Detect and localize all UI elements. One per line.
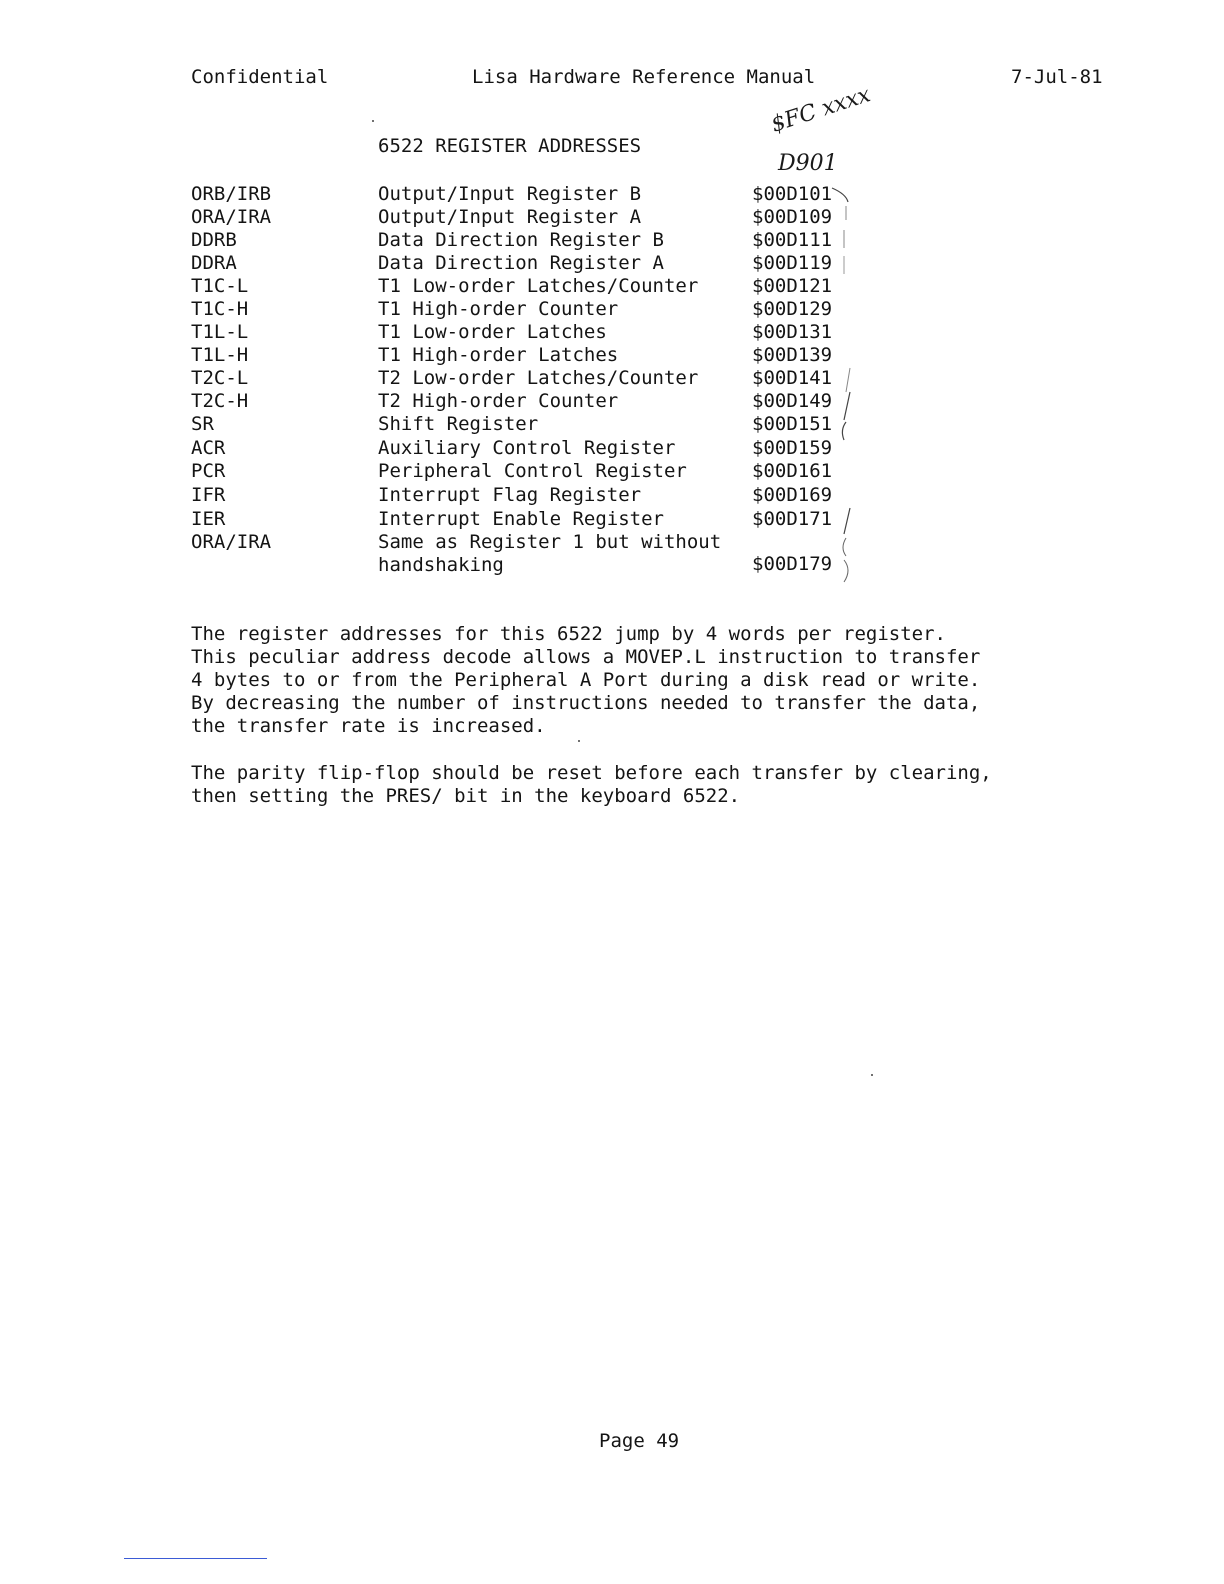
paragraph-line: The parity flip-flop should be reset before each transfer by clearing, [191,762,992,784]
register-description: Auxiliary Control Register [378,437,676,459]
register-description: T1 High-order Counter [378,298,619,320]
register-description: Interrupt Flag Register [378,484,642,506]
register-mnemonic: IFR [191,484,226,506]
register-address: $00D129 [752,298,833,320]
paragraph-register-addresses [191,623,980,738]
register-address: $00D141 [752,367,833,389]
register-mnemonic: ORB/IRB [191,183,272,205]
table-row [0,344,1224,367]
table-row [0,275,1224,298]
table-row [0,252,1224,275]
header-date: 7-Jul-81 [1011,66,1103,88]
register-mnemonic: T2C-L [191,367,249,389]
register-description: Data Direction Register A [378,252,664,274]
register-address: $00D171 [752,508,833,530]
paragraph-line: By decreasing the number of instructions needed to transfer the data, [191,692,981,714]
register-description: Interrupt Enable Register [378,508,664,530]
register-address: $00D121 [752,275,833,297]
handwritten-note-d901: D901 [778,151,838,176]
register-description: Output/Input Register A [378,206,642,228]
register-address: $00D101 [752,183,833,205]
register-mnemonic: T1C-L [191,275,249,297]
register-mnemonic: T1L-H [191,344,249,366]
table-row [0,531,1224,577]
paragraph-line: This peculiar address decode allows a MOVEP.L instruction to transfer [191,646,981,668]
table-row [0,183,1224,206]
register-description: Output/Input Register B [378,183,642,205]
register-address: $00D119 [752,252,833,274]
header-title: Lisa Hardware Reference Manual [472,66,816,88]
table-row [0,229,1224,252]
table-row [0,367,1224,390]
register-mnemonic: T2C-H [191,390,249,412]
register-mnemonic: T1L-L [191,321,249,343]
table-row [0,413,1224,436]
register-description-continued: handshaking [378,554,504,576]
register-description: T1 Low-order Latches/Counter [378,275,699,297]
table-row [0,508,1224,531]
register-description: T1 Low-order Latches [378,321,607,343]
register-description: T2 Low-order Latches/Counter [378,367,699,389]
paragraph-line: the transfer rate is increased. [191,715,546,737]
register-mnemonic: ORA/IRA [191,531,272,553]
register-mnemonic: DDRA [191,252,237,274]
handwritten-note-fc: $FC xxxx [768,82,874,138]
table-row [0,298,1224,321]
paragraph-parity-flip-flop [191,762,992,808]
register-address: $00D131 [752,321,833,343]
register-mnemonic: DDRB [191,229,237,251]
table-row [0,206,1224,229]
register-description: T1 High-order Latches [378,344,619,366]
bottom-rule [124,1558,267,1559]
register-mnemonic: PCR [191,460,226,482]
register-address: $00D149 [752,390,833,412]
table-title: 6522 REGISTER ADDRESSES [378,135,642,157]
register-mnemonic: T1C-H [191,298,249,320]
register-address: $00D169 [752,484,833,506]
register-mnemonic: ORA/IRA [191,206,272,228]
register-mnemonic: ACR [191,437,226,459]
paragraph-line: The register addresses for this 6522 jump by 4 words per register. [191,623,946,645]
register-address: $00D179 [752,553,833,575]
paragraph-line: then setting the PRES/ bit in the keyboard 6522. [191,785,741,807]
register-mnemonic: SR [191,413,214,435]
scan-speck [578,740,580,742]
register-address: $00D151 [752,413,833,435]
paragraph-line: 4 bytes to or from the Peripheral A Port during a disk read or write. [191,669,981,691]
register-address: $00D109 [752,206,833,228]
scan-speck [871,1074,873,1076]
register-description: Data Direction Register B [378,229,664,251]
register-description: T2 High-order Counter [378,390,619,412]
register-description: Peripheral Control Register [378,460,687,482]
table-row [0,484,1224,507]
table-row [0,390,1224,413]
page-number: Page 49 [599,1430,680,1452]
table-row [0,437,1224,460]
register-description: Same as Register 1 but without [378,531,722,553]
header-confidential: Confidential [191,66,329,88]
register-address: $00D139 [752,344,833,366]
register-address: $00D111 [752,229,833,251]
register-address: $00D159 [752,437,833,459]
table-row [0,321,1224,344]
table-row [0,460,1224,483]
register-address: $00D161 [752,460,833,482]
register-description: Shift Register [378,413,539,435]
register-mnemonic: IER [191,508,226,530]
scan-speck [372,120,374,122]
